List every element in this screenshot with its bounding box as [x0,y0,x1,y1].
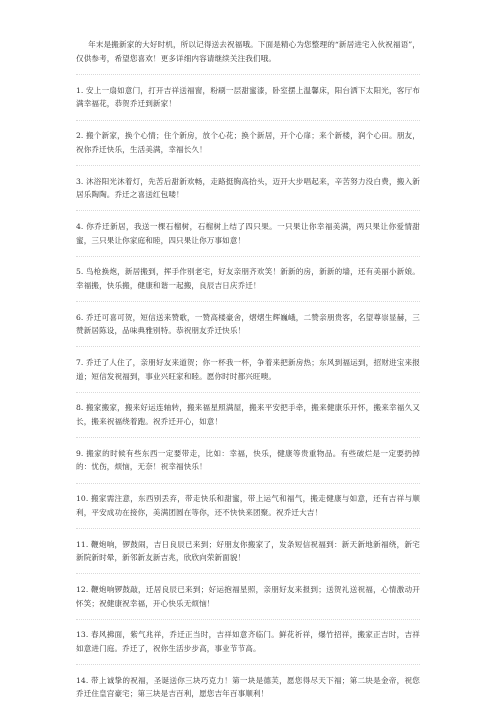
divider [76,74,420,75]
divider [76,301,420,302]
wish-item-3: 3. 沐浴阳光沐着灯，先苦后甜新欢畅，走路挺胸高抬头，迈开大步唱起来，辛苦努力没白费，搬入新居乐陶陶。乔迁之喜送红包喽！ [76,176,420,200]
wish-item-6: 6. 乔迁可喜可贺，短信送来赞歌，一赞高楼豪舍，熠熠生辉巍峨，二赞亲朋贵客，名望尊崇显赫，三赞新居陈设，品味典雅别特。恭祝朋友乔迁快乐！ [76,312,420,336]
divider [76,664,420,665]
divider [76,210,420,211]
wish-item-14: 14. 带上诚挚的祝福，圣诞送你三块巧克力！第一块是德芙，愿您得尽天下福；第二块是金帝，祝您乔迁住皇宫豪宅；第三块是吉百利，愿您吉年百事顺利！ [76,675,420,699]
wish-item-5: 5. 鸟枪换炮，新居搬到，挥手作别老宅，好友亲朋齐欢笑！新新的房，新新的墙，还有美丽小新娘。幸福搬，快乐搬，健康和谐一起搬，良辰吉日庆乔迁！ [76,267,420,290]
divider [76,619,420,620]
divider [76,573,420,574]
wish-item-1: 1. 安上一扇如意门，打开吉祥送福窗，粉刷一层甜蜜漆，卧室摆上温馨床，阳台洒下太阳光，客厅布满幸福花，恭贺乔迁到新家！ [76,85,420,109]
wish-item-13: 13. 春风拂面，紫气兆祥，乔迁正当时，吉祥如意齐临门。鲜花祈祥，爆竹招祥，搬家正吉时，吉祥如意进门庭。乔迁了，祝你生活步步高，事业节节高。 [76,630,420,653]
divider [76,528,420,529]
wish-item-7: 7. 乔迁了人住了，亲朋好友来道贺；你一杯我一杯，争着来把新房热；东风到福运到，招财进宝来报道；短信发祝福到，事业兴旺家和睦。愿你时时都兴旺噢。 [76,358,420,381]
divider [76,392,420,393]
divider [76,346,420,347]
wish-item-4: 4. 你乔迁新居，我送一棵石榴树，石榴树上结了四只果。一只果让你幸福美满，两只果让你爱情甜蜜，三只果让你家庭和睦，四只果让你万事如意！ [76,221,420,245]
wish-item-11: 11. 鞭炮响，锣鼓闹，吉日良辰已来到；好朋友你搬家了，发条短信祝福到：新天新地新福绕，新宅新院新时晕，新邻新友新吉兆，欣欣向荣新面貌！ [76,539,420,563]
wish-item-2: 2. 搬个新家，换个心情；住个新房，放个心花；换个新居，开个心扉；来个新楼，润个心田。朋友，祝你乔迁快乐，生活美满，幸福长久！ [76,131,420,154]
divider [76,256,420,257]
wish-item-8: 8. 搬家搬家，搬来好运连轴转，搬来福星照满屋，搬来平安把手牵，搬来健康乐开怀，搬来幸福久又长，搬来祝福绕着跑。祝乔迁开心，如意！ [76,403,420,426]
intro-paragraph: 年末是搬新家的大好时机，所以记得送去祝福哦。下面是精心为您整理的“新居进宅入伙祝福语”，仅供参考，希望您喜欢！更多详细内容请继续关注我们哦。 [76,40,420,63]
divider [76,483,420,484]
wish-item-12: 12. 鞭炮响锣鼓敲，迁居良辰已来到；好运抱福星照，亲朋好友来报到；送贺礼送祝福，心情激动开怀笑；祝健康祝幸福，开心快乐无烦恼！ [76,584,420,608]
wish-item-10: 10. 搬家需注意，东西别丢弃，带走快乐和甜蜜，带上运气和福气，搬走健康与如意，还有吉祥与顺利，平安成功在接你，美满团圆在等你，还不快快来团聚。祝乔迁大吉！ [76,494,420,517]
divider [76,165,420,166]
wish-item-9: 9. 搬家的时候有些东西一定要带走，比如：幸福，快乐，健康等贵重物品。有些破烂是一定要扔掉的：忧伤，烦恼，无奈！祝幸福快乐！ [76,448,420,472]
divider [76,120,420,121]
divider [76,437,420,438]
